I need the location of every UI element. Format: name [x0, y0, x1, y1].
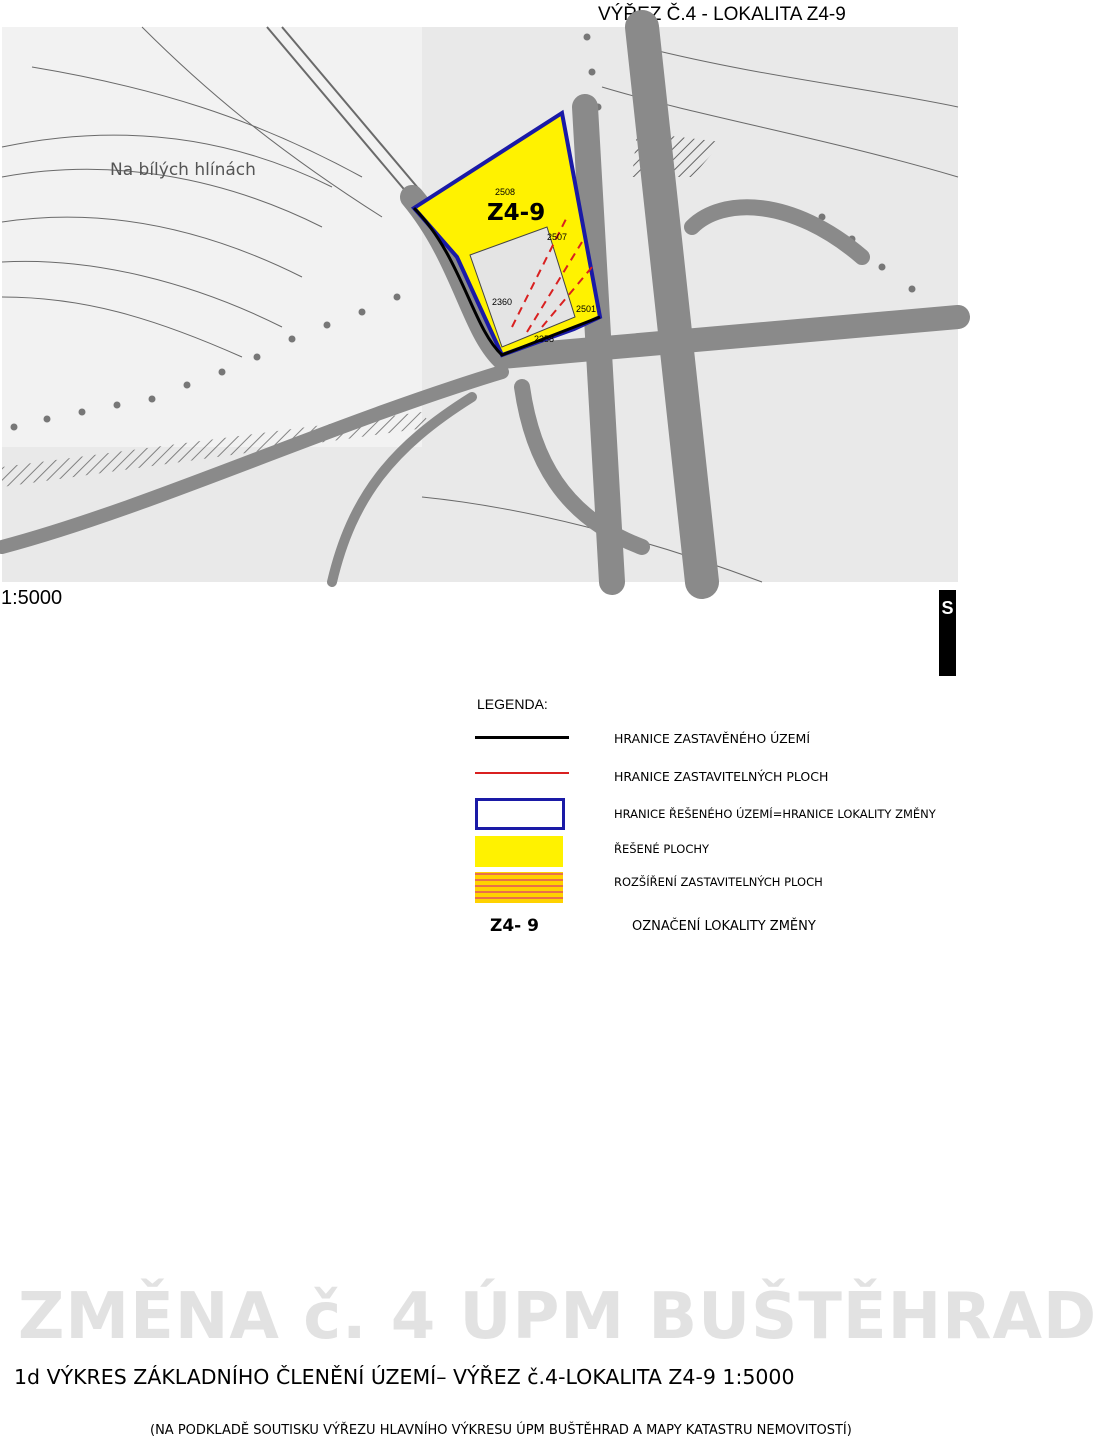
legend-item-label: OZNAČENÍ LOKALITY ZMĚNY: [632, 919, 816, 934]
map-canvas: [2, 27, 958, 582]
place-name-label: Na bílých hlínách: [110, 160, 256, 180]
legend-item-label: HRANICE ZASTAVĚNÉHO ÚZEMÍ: [614, 731, 811, 746]
legend-black-line-symbol: [475, 736, 569, 739]
map-scale: 1:5000: [1, 587, 63, 609]
source-note: (NA PODKLADĚ SOUTISKU VÝŘEZU HLAVNÍHO VÝKRESU ÚPM BUŠTĚHRAD A MAPY KATASTRU NEMOVITOSTÍ): [150, 1423, 852, 1438]
legend-item-label: ŘEŠENÉ PLOCHY: [614, 842, 710, 856]
drawing-subtitle: 1d VÝKRES ZÁKLADNÍHO ČLENĚNÍ ÚZEMÍ– VÝŘEZ č.4-LOKALITA Z4-9 1:5000: [14, 1365, 795, 1389]
parcel-label: 2507: [547, 232, 568, 242]
field-area: [2, 27, 422, 447]
legend-red-line-symbol: [475, 772, 569, 774]
north-arrow: [939, 590, 956, 676]
legend-hatched-box-symbol: [475, 872, 563, 903]
legend-locality-symbol: Z4- 9: [490, 916, 539, 936]
legend-item-label: HRANICE ŘEŠENÉHO ÚZEMÍ=HRANICE LOKALITY ZMĚNY: [614, 807, 936, 821]
legend-title: LEGENDA:: [477, 696, 548, 712]
parcel-label: 2360: [492, 297, 513, 307]
parcel-label: 2501: [576, 304, 597, 314]
legend-blue-box-symbol: [475, 798, 565, 830]
legend-yellow-box-symbol: [475, 836, 563, 867]
change-title: ZMĚNA č. 4 ÚPM BUŠTĚHRAD: [18, 1280, 1097, 1354]
north-label: S: [941, 598, 954, 618]
legend-item-label: HRANICE ZASTAVITELNÝCH PLOCH: [614, 769, 829, 784]
locality-label: Z4-9: [487, 200, 546, 226]
map-excerpt[interactable]: [2, 27, 958, 582]
parcel-label: 2358: [534, 334, 555, 344]
drawing-title: VÝŘEZ Č.4 - LOKALITA Z4-9: [598, 4, 846, 25]
parcel-label: 2508: [495, 187, 516, 197]
legend-item-label: ROZŠÍŘENÍ ZASTAVITELNÝCH PLOCH: [614, 875, 823, 889]
